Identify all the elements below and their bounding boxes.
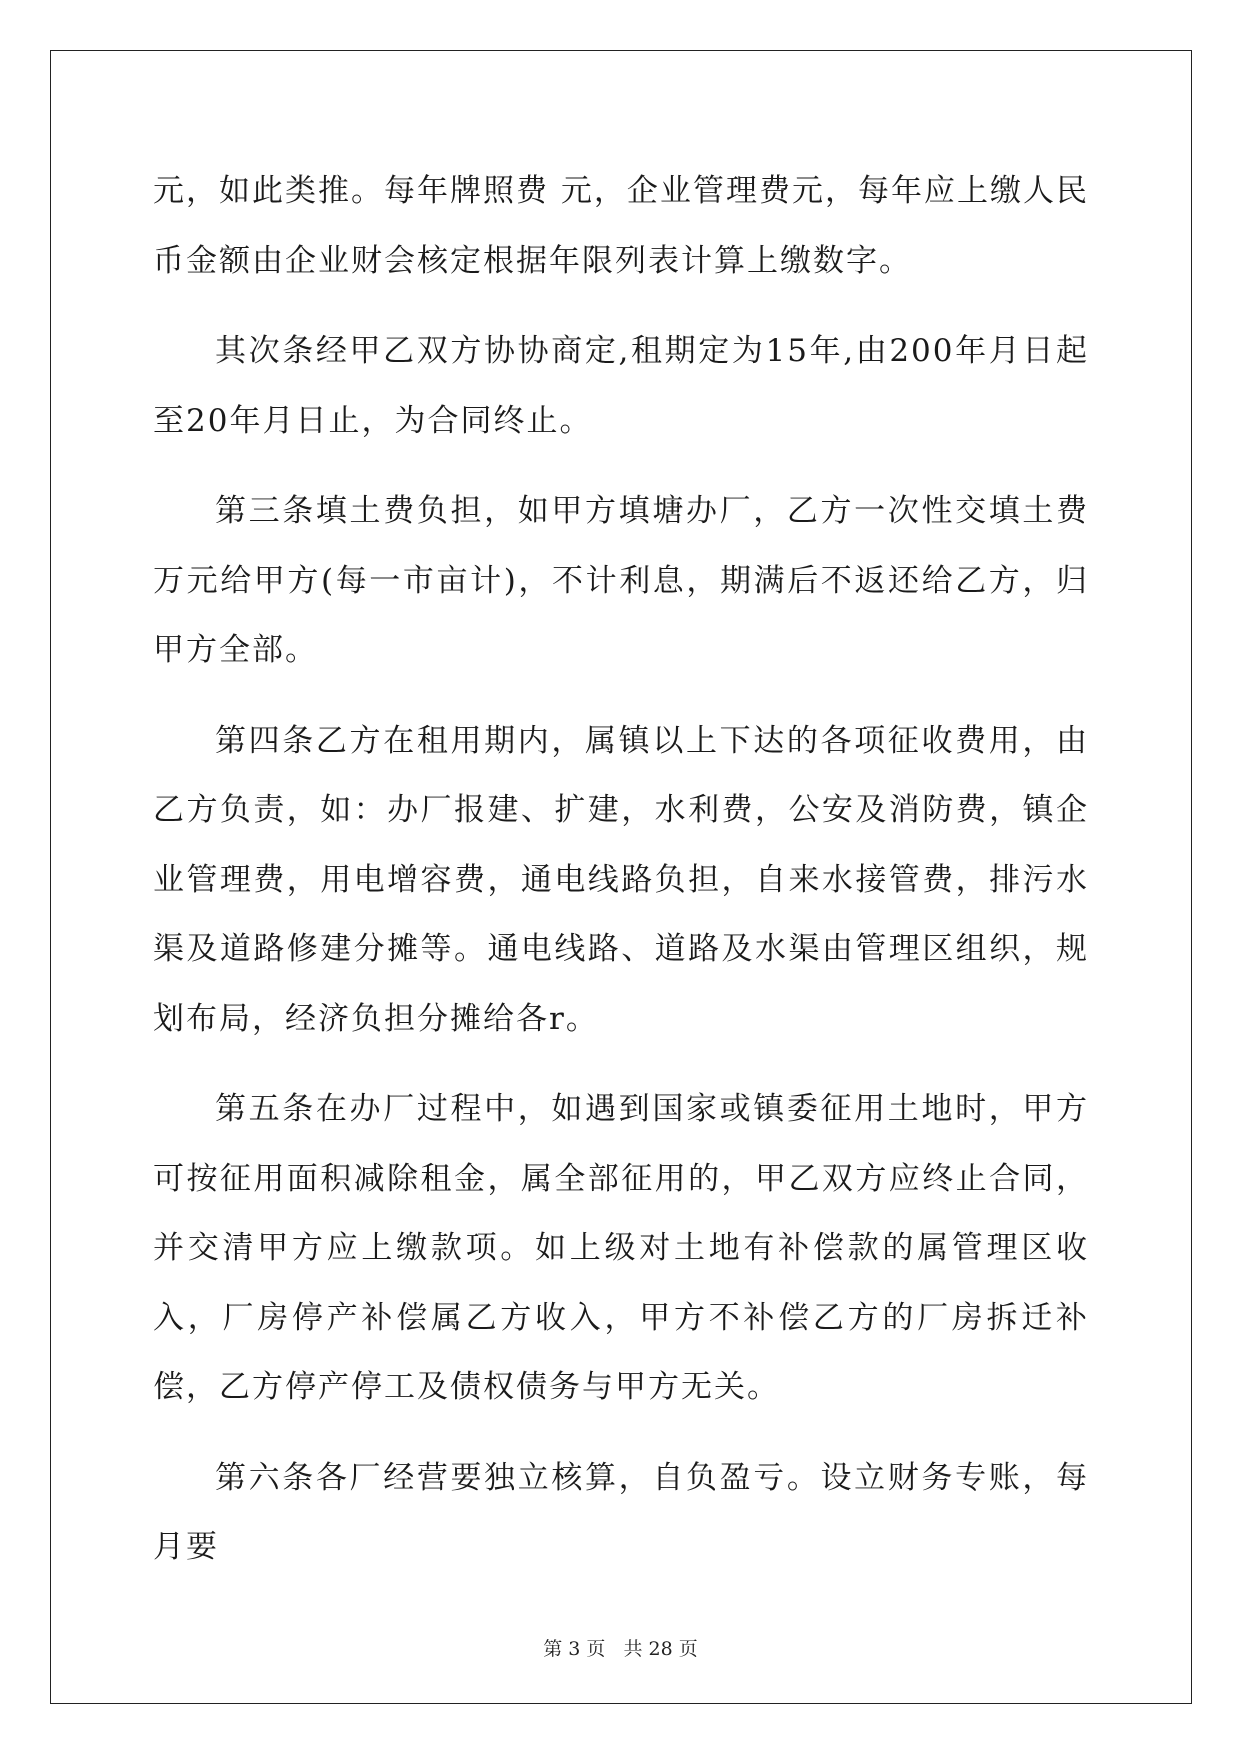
paragraph-6: 第六条各厂经营要独立核算，自负盈亏。设立财务专账，每月要 — [153, 1459, 1089, 1565]
paragraph-2: 其次条经甲乙双方协协商定,租期定为15年,由200年月日起至20年月日止，为合同终止。 — [153, 333, 1089, 439]
paragraph-3: 第三条填土费负担，如甲方填塘办厂，乙方一次性交填土费万元给甲方(每一市亩计)，不计利息，期满后不返还给乙方，归甲方全部。 — [153, 493, 1089, 668]
paragraph-1: 元，如此类推。每年牌照费 元，企业管理费元，每年应上缴人民币金额由企业财会核定根据年限列表计算上缴数字。 — [153, 173, 1089, 279]
page-footer: 第 3 页 共 28 页 — [543, 1638, 698, 1660]
paragraph-5: 第五条在办厂过程中，如遇到国家或镇委征用土地时，甲方可按征用面积减除租金，属全部征用的，甲乙双方应终止合同，并交清甲方应上缴款项。如上级对土地有补偿款的属管理区收入，厂房停产补偿属乙方收入，甲方不补偿乙方的厂房拆迁补偿，乙方停产停工及债权债务与甲方无关。 — [153, 1091, 1089, 1405]
paragraph-4: 第四条乙方在租用期内，属镇以上下达的各项征收费用，由乙方负责，如：办厂报建、扩建，水利费，公安及消防费，镇企业管理费，用电增容费，通电线路负担，自来水接管费，排污水渠及道路修建分摊等。通电线路、道路及水渠由管理区组织，规划布局，经济负担分摊给各r。 — [153, 722, 1089, 1037]
document-body — [153, 157, 1089, 1604]
